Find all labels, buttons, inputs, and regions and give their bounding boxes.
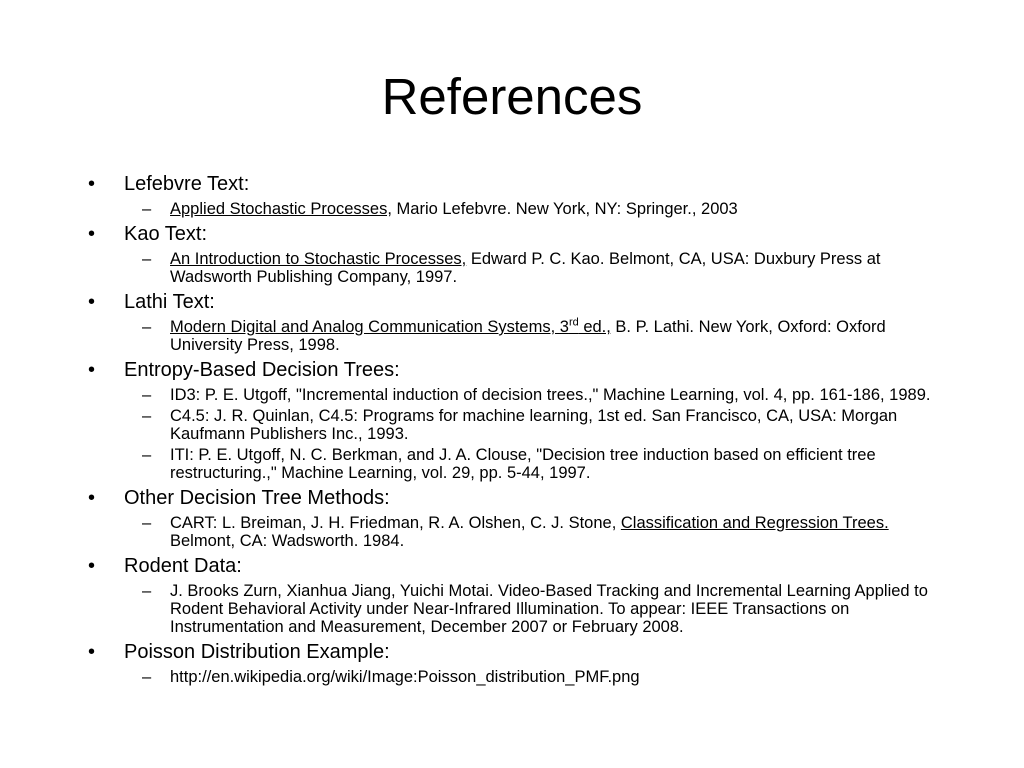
reference-details: Belmont, CA: Wadsworth. 1984. [170,532,405,550]
bullet-icon: • [88,555,96,577]
link-text: Modern Digital and Analog Communication Systems, 3 [170,318,569,336]
reference-text: ITI: P. E. Utgoff, N. C. Berkman, and J. A. Clouse, "Decision tree induction based on efficient tree restructuring.," Machine Learning, vol. 29, pp. 5-44, 1997. [170,446,876,482]
reference-entry [124,386,940,404]
bullet-icon: • [88,223,96,245]
group-label: Poisson Distribution Example: [124,641,390,663]
group-label: Lefebvre Text: [124,173,250,195]
reference-group-kao [88,221,958,286]
reference-list [88,171,958,689]
reference-group-lathi [88,289,958,354]
reference-entry [124,668,940,686]
bullet-icon: • [88,291,96,313]
reference-group-other-trees [88,485,958,550]
reference-details: Mario Lefebvre. New York, NY: Springer., 2003 [391,200,738,218]
reference-title-link[interactable]: An Introduction to Stochastic Processes, [170,250,467,268]
reference-entry [124,318,940,354]
reference-group-entropy-trees [88,357,958,482]
reference-text: C4.5: J. R. Quinlan, C4.5: Programs for machine learning, 1st ed. San Francisco, CA, USA: Morgan Kaufmann Publishers Inc., 1993. [170,407,898,443]
dash-icon: – [142,446,152,464]
bullet-icon: • [88,641,96,663]
reference-entry [124,446,940,482]
dash-icon: – [142,386,152,404]
dash-icon: – [142,407,152,425]
superscript: rd [568,316,579,329]
reference-entry [124,582,940,636]
reference-details: Edward P. C. Kao. Belmont, CA, USA: Duxbury Press at Wadsworth Publishing Company, 1997. [170,250,881,286]
reference-group-poisson [88,639,958,686]
reference-entry [124,250,940,286]
reference-title-link[interactable]: Applied Stochastic Processes, [170,200,392,218]
group-label: Other Decision Tree Methods: [124,487,390,509]
reference-group-rodent-data [88,553,958,636]
bullet-icon: • [88,173,96,195]
reference-text: J. Brooks Zurn, Xianhua Jiang, Yuichi Motai. Video-Based Tracking and Incremental Learning Applied to Rodent Behavioral Activity under Near-Infrared Illumination. To appear: IEEE Transactions on Instrumentation and Measurement, December 2007 or February 2008. [170,582,928,636]
dash-icon: – [142,200,152,218]
reference-entry [124,407,940,443]
group-label: Lathi Text: [124,291,215,313]
reference-text: ID3: P. E. Utgoff, "Incremental induction of decision trees.," Machine Learning, vol. 4, pp. 161-186, 1989. [170,386,931,404]
reference-url: http://en.wikipedia.org/wiki/Image:Poisson_distribution_PMF.png [170,668,640,686]
group-label: Kao Text: [124,223,208,245]
link-text-end: ed., [578,318,611,336]
dash-icon: – [142,514,152,532]
bullet-icon: • [88,487,96,509]
dash-icon: – [142,582,152,600]
reference-entry [124,200,940,218]
reference-group-lefebvre [88,171,958,218]
group-label: Rodent Data: [124,555,242,577]
dash-icon: – [142,318,152,336]
reference-authors: CART: L. Breiman, J. H. Friedman, R. A. Olshen, C. J. Stone, [170,514,621,532]
group-label: Entropy-Based Decision Trees: [124,359,400,381]
reference-details: B. P. Lathi. New York, Oxford: Oxford University Press, 1998. [170,318,886,354]
reference-title-link[interactable]: Classification and Regression Trees. [620,514,889,532]
slide-title: References [381,68,643,125]
dash-icon: – [142,250,152,268]
dash-icon: – [142,668,152,686]
reference-entry [124,514,940,550]
reference-title-link[interactable] [170,318,611,336]
bullet-icon: • [88,359,96,381]
